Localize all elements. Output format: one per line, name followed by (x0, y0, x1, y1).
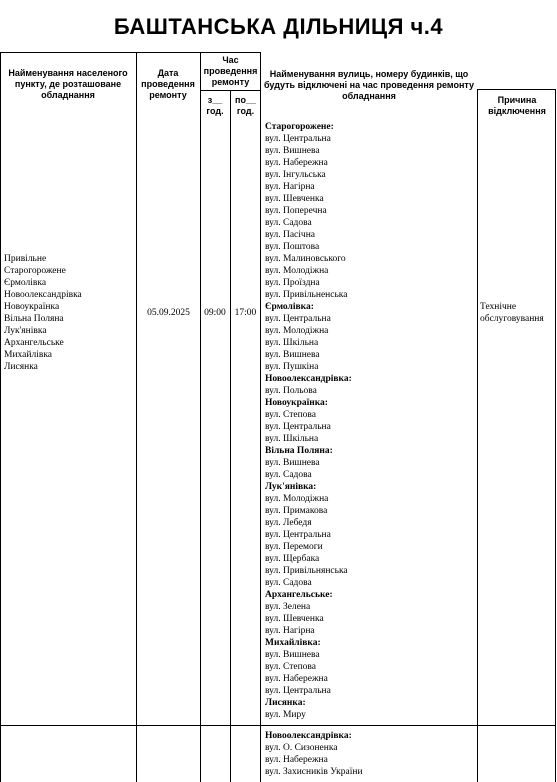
street-item: вул. Садова (265, 578, 312, 588)
header-time-to: по__ год. (235, 95, 256, 116)
street-item: вул. Набережна (265, 158, 328, 168)
header-time-from: з__ год. (206, 95, 224, 116)
header-reason: Причина відключення (488, 95, 546, 116)
street-item: вул. Центральна (265, 134, 331, 144)
header-time: Час проведення ремонту (203, 55, 258, 87)
street-list (265, 730, 363, 778)
street-item: вул. Щербака (265, 554, 320, 564)
street-item: вул. Захисників України (265, 767, 363, 777)
list-item: Лук'янівка (4, 326, 47, 336)
village-heading: Єрмолівка: (265, 302, 314, 312)
street-item: вул. Набережна (265, 674, 328, 684)
village-heading: Новоукраїнка: (265, 398, 328, 408)
list-item: Старогорожене (4, 266, 66, 276)
table-border (555, 89, 556, 782)
list-item: Привільне (4, 254, 47, 264)
street-item: вул. Нагірна (265, 626, 315, 636)
list-item: Михайлівка (4, 350, 53, 360)
street-item: вул. Центральна (265, 314, 331, 324)
street-item: вул. Проїздна (265, 278, 320, 288)
street-item: вул. Нагірна (265, 182, 315, 192)
street-item: вул. Польова (265, 386, 317, 396)
table-border (230, 90, 231, 782)
street-item: вул. Шкільна (265, 338, 319, 348)
village-heading: Михайлівка: (265, 638, 321, 648)
street-item: вул. Лебедя (265, 518, 312, 528)
street-item: вул. Пушкіна (265, 362, 319, 372)
table-border (477, 89, 478, 782)
street-item: вул. Шевченка (265, 614, 324, 624)
street-item: вул. Центральна (265, 422, 331, 432)
list-item: Єрмолівка (4, 278, 47, 288)
street-item: вул. Вишнева (265, 650, 320, 660)
village-heading: Архангельське: (265, 590, 333, 600)
street-item: вул. Малиновського (265, 254, 346, 264)
street-item: вул. Примакова (265, 506, 328, 516)
street-item: вул. Садова (265, 470, 312, 480)
list-item: Вільна Поляна (4, 314, 64, 324)
page-title: БАШТАНСЬКА ДІЛЬНИЦЯ ч.4 (113, 14, 444, 39)
street-item: вул. О. Сизоненка (265, 743, 338, 753)
schedule-table (0, 52, 557, 782)
street-item: вул. Перемоги (265, 542, 323, 552)
village-heading: Новоолександрівка: (265, 731, 352, 741)
street-item: вул. Садова (265, 218, 312, 228)
list-item: Новоукраїнка (4, 302, 60, 312)
list-item: Архангельське (4, 338, 64, 348)
street-item: вул. Набережна (265, 755, 328, 765)
street-item: вул. Шкільна (265, 434, 319, 444)
settlement-list (4, 253, 134, 373)
street-item: вул. Пасічна (265, 230, 315, 240)
time-from: 09:00 (204, 308, 226, 318)
table-border (0, 725, 556, 726)
village-heading: Лисянка: (265, 698, 306, 708)
street-item: вул. Центральна (265, 686, 331, 696)
table-border (0, 52, 260, 53)
street-item: вул. Зелена (265, 602, 311, 612)
street-item: вул. Молодіжна (265, 494, 329, 504)
village-heading: Старогорожене: (265, 122, 334, 132)
table-border (260, 52, 261, 782)
street-item: вул. Степова (265, 662, 316, 672)
repair-date: 05.09.2025 (147, 308, 190, 318)
village-heading: Новоолександрівка: (265, 374, 352, 384)
street-item: вул. Степова (265, 410, 316, 420)
table-border (477, 89, 556, 90)
outage-reason-text: Технічне обслуговування (480, 302, 544, 324)
street-item: вул. Миру (265, 710, 306, 720)
street-item: вул. Інгульська (265, 170, 326, 180)
list-item: Новоолександрівка (4, 290, 82, 300)
table-border (136, 52, 137, 782)
header-streets: Найменування вулиць, номеру будинків, що будуть відключені на час проведення ремонту обладнання (263, 69, 475, 101)
street-item: вул. Привільнянська (265, 566, 348, 576)
street-item: вул. Поперечна (265, 206, 327, 216)
street-item: вул. Вишнева (265, 146, 320, 156)
village-heading: Лук'янівка: (265, 482, 317, 492)
street-item: вул. Центральна (265, 530, 331, 540)
street-item: вул. Молодіжна (265, 326, 329, 336)
table-border (0, 52, 1, 782)
outage-reason (480, 301, 556, 325)
village-heading: Вільна Поляна: (265, 446, 333, 456)
table-border (200, 90, 260, 91)
street-item: вул. Шевченка (265, 194, 324, 204)
street-item: вул. Поштова (265, 242, 320, 252)
street-item: вул. Вишнева (265, 350, 320, 360)
time-to: 17:00 (234, 308, 257, 318)
street-item: вул. Привільненська (265, 290, 348, 300)
list-item: Лисянка (4, 362, 38, 372)
street-item: вул. Вишнева (265, 458, 320, 468)
header-date: Дата проведення ремонту (141, 68, 195, 100)
header-settlement: Найменування населеного пункту, де розташоване обладнання (8, 68, 128, 100)
table-border (200, 52, 201, 782)
street-item: вул. Молодіжна (265, 266, 329, 276)
street-list (265, 121, 352, 721)
